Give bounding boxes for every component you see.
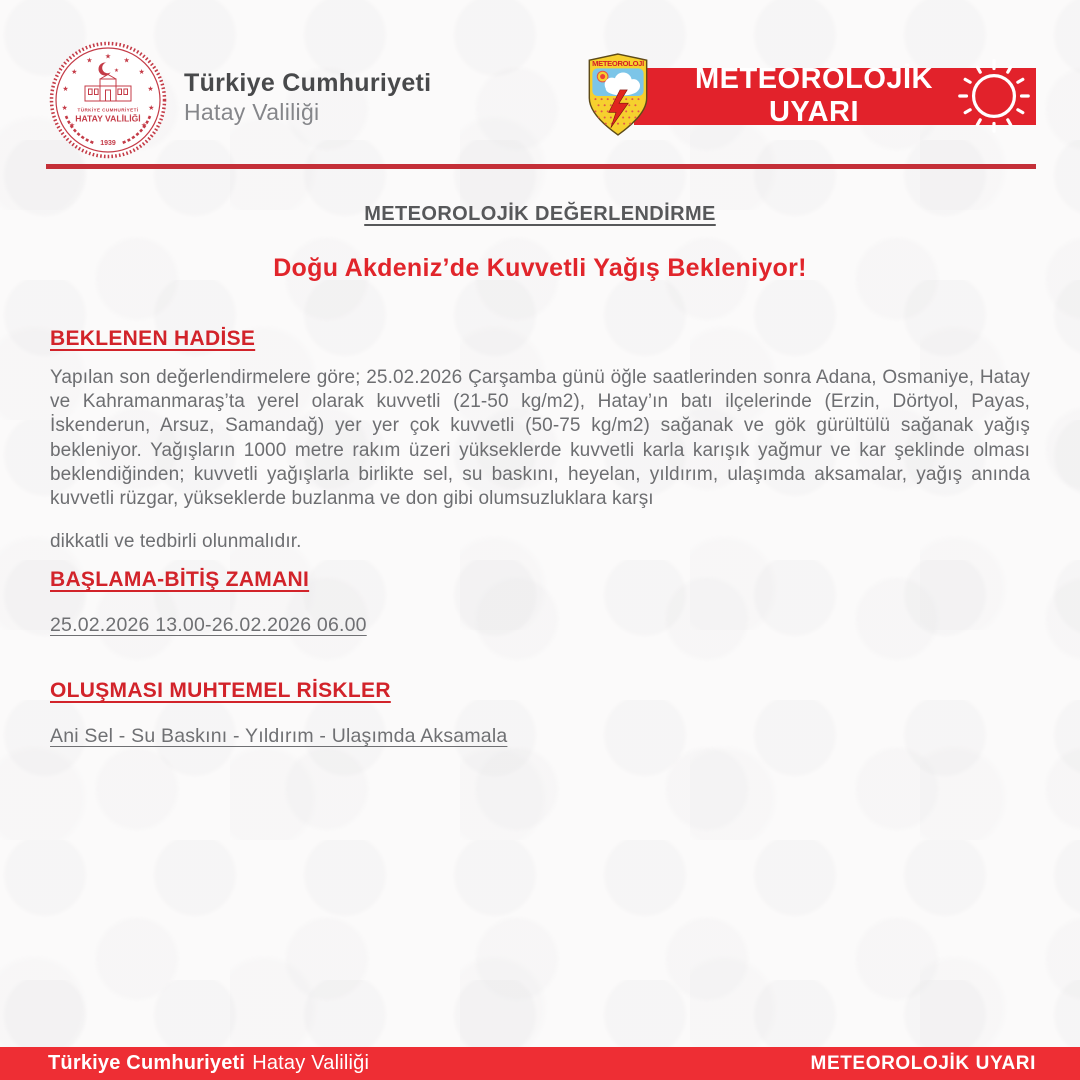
seal-name-text: HATAY VALİLİĞİ — [75, 113, 141, 124]
org-title: Türkiye Cumhuriyeti — [184, 69, 432, 97]
seal-year: 1939 — [100, 140, 116, 147]
svg-text:★: ★ — [140, 122, 148, 130]
header — [0, 0, 1080, 160]
time-range-value: 25.02.2026 13.00-26.02.2026 06.00 — [50, 614, 367, 637]
svg-text:★: ★ — [123, 57, 130, 65]
svg-text:★: ★ — [104, 53, 112, 61]
expected-event-body-tail: dikkatli ve tedbirli olunmalıdır. — [50, 531, 302, 553]
warning-banner-label: METEOROLOJİK UYARI — [694, 63, 933, 128]
org-subtitle: Hatay Valiliği — [184, 99, 320, 125]
governorship-seal-icon — [48, 40, 168, 160]
warning-banner — [634, 63, 1036, 128]
svg-text:★: ★ — [61, 105, 68, 113]
svg-text:★: ★ — [138, 69, 145, 77]
svg-text:★: ★ — [68, 122, 76, 130]
svg-text:★: ★ — [147, 86, 154, 94]
main-content — [0, 203, 1080, 748]
svg-text:★: ★ — [71, 69, 78, 77]
governorship-identity — [48, 40, 431, 160]
section-heading-time-range: BAŞLAMA-BİTİŞ ZAMANI — [50, 568, 310, 592]
assessment-title: METEOROLOJİK DEĞERLENDİRME — [364, 203, 716, 225]
sun-icon — [956, 58, 1032, 134]
section-heading-possible-risks: OLUŞMASI MUHTEMEL RİSKLER — [50, 679, 391, 703]
footer-org-bold: Türkiye Cumhuriyeti — [48, 1052, 246, 1074]
footer-org — [48, 1052, 369, 1075]
svg-text:★: ★ — [86, 57, 93, 65]
warning-banner-group — [582, 55, 1036, 137]
meteorology-shield-icon — [582, 53, 654, 137]
possible-risks-value: Ani Sel - Su Baskını - Yıldırım - Ulaşımda Aksamala — [50, 725, 508, 748]
header-divider — [46, 164, 1036, 169]
footer-org-regular: Hatay Valiliği — [252, 1052, 370, 1074]
svg-text:★: ★ — [62, 86, 69, 94]
svg-text:★: ★ — [114, 68, 119, 74]
expected-event-body: Yapılan son değerlendirmelere göre; 25.02.2026 Çarşamba günü öğle saatlerinden sonra Adana, Osmaniye, Hatay ve Kahramanmaraş’ta yerel olarak kuvvetli (21-50 kg/m2), Hatay’ın batı ilçelerinde (Erzin, Dörtyol, Payas, İskenderun, Arsuz, Samandağ) yer yer çok kuvvetli (50-75 kg/m2) sağanak ve gök gürültülü sağanak yağış bekleniyor. Yağışların 1000 metre rakım üzeri yükseklerde kuvvetli karla karışık yağmur ve kar şeklinde olması beklendiğinden; kuvvetli yağışlarla birlikte sel, su baskını, heyelan, yıldırım, ulaşımda aksamalar, yağış anında kuvvetli rüzgar, yükseklerde buzlanma ve don gibi olumsuzluklara karşı — [50, 367, 1030, 510]
seal-top-text: TÜRKİYE CUMHURİYETİ — [77, 107, 139, 113]
section-heading-expected-event: BEKLENEN HADİSE — [50, 327, 256, 350]
footer-warning-label: METEOROLOJİK UYARI — [810, 1052, 1036, 1074]
org-titles — [184, 68, 431, 128]
headline: Doğu Akdeniz’de Kuvvetli Yağış Bekleniyor! — [273, 254, 807, 282]
footer-bar — [0, 1047, 1080, 1080]
svg-text:★: ★ — [148, 105, 155, 113]
met-logo-label: METEOROLOJİ — [592, 58, 644, 68]
